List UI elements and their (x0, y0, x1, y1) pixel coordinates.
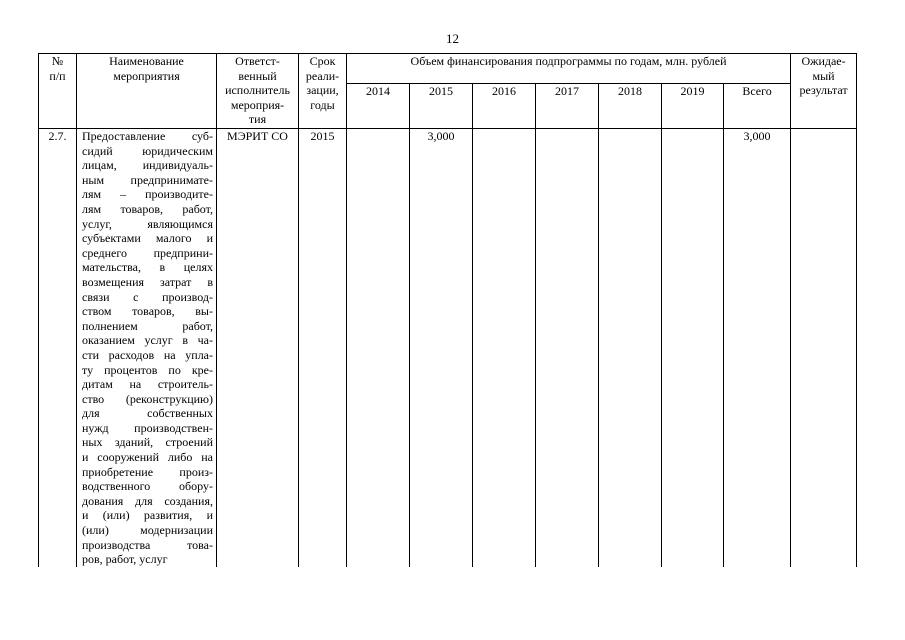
header-term (299, 54, 347, 129)
row-result (791, 129, 857, 567)
row-value-2019 (662, 129, 724, 567)
table-body (39, 129, 857, 567)
row-name-line: нужд производствен- (82, 420, 213, 435)
header-responsible-line: мероприя- (230, 97, 285, 112)
header-result (791, 54, 857, 129)
row-name-line: ров, работ, услуг (82, 552, 168, 567)
table-row (39, 129, 857, 567)
row-name-line: и сооружений либо на (82, 450, 213, 465)
row-name-line: услуг, являющимся (82, 216, 213, 231)
page-number: 12 (446, 31, 459, 46)
header-term-line: годы (310, 97, 335, 112)
header-year-2016: 2016 (473, 84, 536, 129)
row-name-line: лям – производите- (82, 187, 213, 202)
row-name-line: оказанием услуг в ча- (82, 333, 213, 348)
row-responsible: МЭРИТ СО (217, 129, 299, 567)
row-value-2016 (473, 129, 536, 567)
header-num-line: п/п (49, 68, 66, 83)
row-term: 2015 (299, 129, 347, 567)
header-year-2018: 2018 (599, 84, 662, 129)
row-name-line: сидий юридическим (82, 143, 213, 158)
row-name-line: полнением работ, (82, 318, 213, 333)
header-result-line: мый (812, 68, 835, 83)
header-term-line: реали- (305, 68, 340, 83)
row-name-line: для собственных (82, 406, 213, 421)
header-year-2019: 2019 (662, 84, 724, 129)
header-year-2015: 2015 (410, 84, 473, 129)
row-name-line: дитам на строитель- (82, 377, 213, 392)
row-name-line: приобретение произ- (82, 464, 213, 479)
row-value-2014 (347, 129, 410, 567)
header-total: Всего (724, 84, 791, 129)
row-name-line: ным предпринимате- (82, 172, 213, 187)
row-name-line: среднего предприни- (82, 245, 213, 260)
row-name-line: дования для создания, (82, 493, 213, 508)
row-value-2018 (599, 129, 662, 567)
row-name (77, 129, 217, 567)
header-name-line: мероприятия (113, 68, 180, 83)
header-year-2014: 2014 (347, 84, 410, 129)
header-responsible-line: Ответст- (235, 54, 280, 68)
row-name-line: и (или) развития, и (82, 508, 213, 523)
header-term-line: Срок (309, 54, 336, 68)
row-name-line: лям товаров, работ, (82, 201, 213, 216)
row-name-line: водственного обору- (82, 479, 213, 494)
header-responsible-line: исполнитель (225, 83, 290, 98)
row-name-line: возмещения затрат в (82, 274, 213, 289)
header-num-line: № (51, 54, 64, 68)
financing-table (38, 53, 857, 567)
header-name (77, 54, 217, 129)
row-value-2017 (536, 129, 599, 567)
header-name-line: Наименование (109, 54, 184, 68)
row-name-line: сти расходов на упла- (82, 347, 213, 362)
row-name-line: лицам, индивидуаль- (82, 158, 213, 173)
row-name-line: (или) модернизации (82, 523, 213, 538)
row-name-line: ство (реконструкцию) (82, 391, 213, 406)
row-name-line: субъектами малого и (82, 231, 213, 246)
row-name-line: производства това- (82, 537, 213, 552)
row-name-line: ных зданий, строений (82, 435, 213, 450)
row-value-total: 3,000 (724, 129, 791, 567)
table-header (39, 54, 857, 129)
header-responsible (217, 54, 299, 129)
row-value-2015: 3,000 (410, 129, 473, 567)
header-financing-group: Объем финансирования подпрограммы по годам, млн. рублей (347, 54, 791, 84)
header-year-2017: 2017 (536, 84, 599, 129)
header-num (39, 54, 77, 129)
row-num: 2.7. (39, 129, 77, 567)
header-result-line: Ожидае- (801, 54, 846, 68)
header-term-line: зации, (306, 83, 339, 98)
row-name-line: ту процентов по кре- (82, 362, 213, 377)
header-result-line: результат (799, 83, 848, 98)
row-name-line: связи с производ- (82, 289, 213, 304)
header-responsible-line: венный (238, 68, 277, 83)
header-responsible-line: тия (248, 112, 267, 127)
row-name-line: Предоставление суб- (82, 129, 213, 143)
row-name-line: ством товаров, вы- (82, 304, 213, 319)
row-name-line: мательства, в целях (82, 260, 213, 275)
